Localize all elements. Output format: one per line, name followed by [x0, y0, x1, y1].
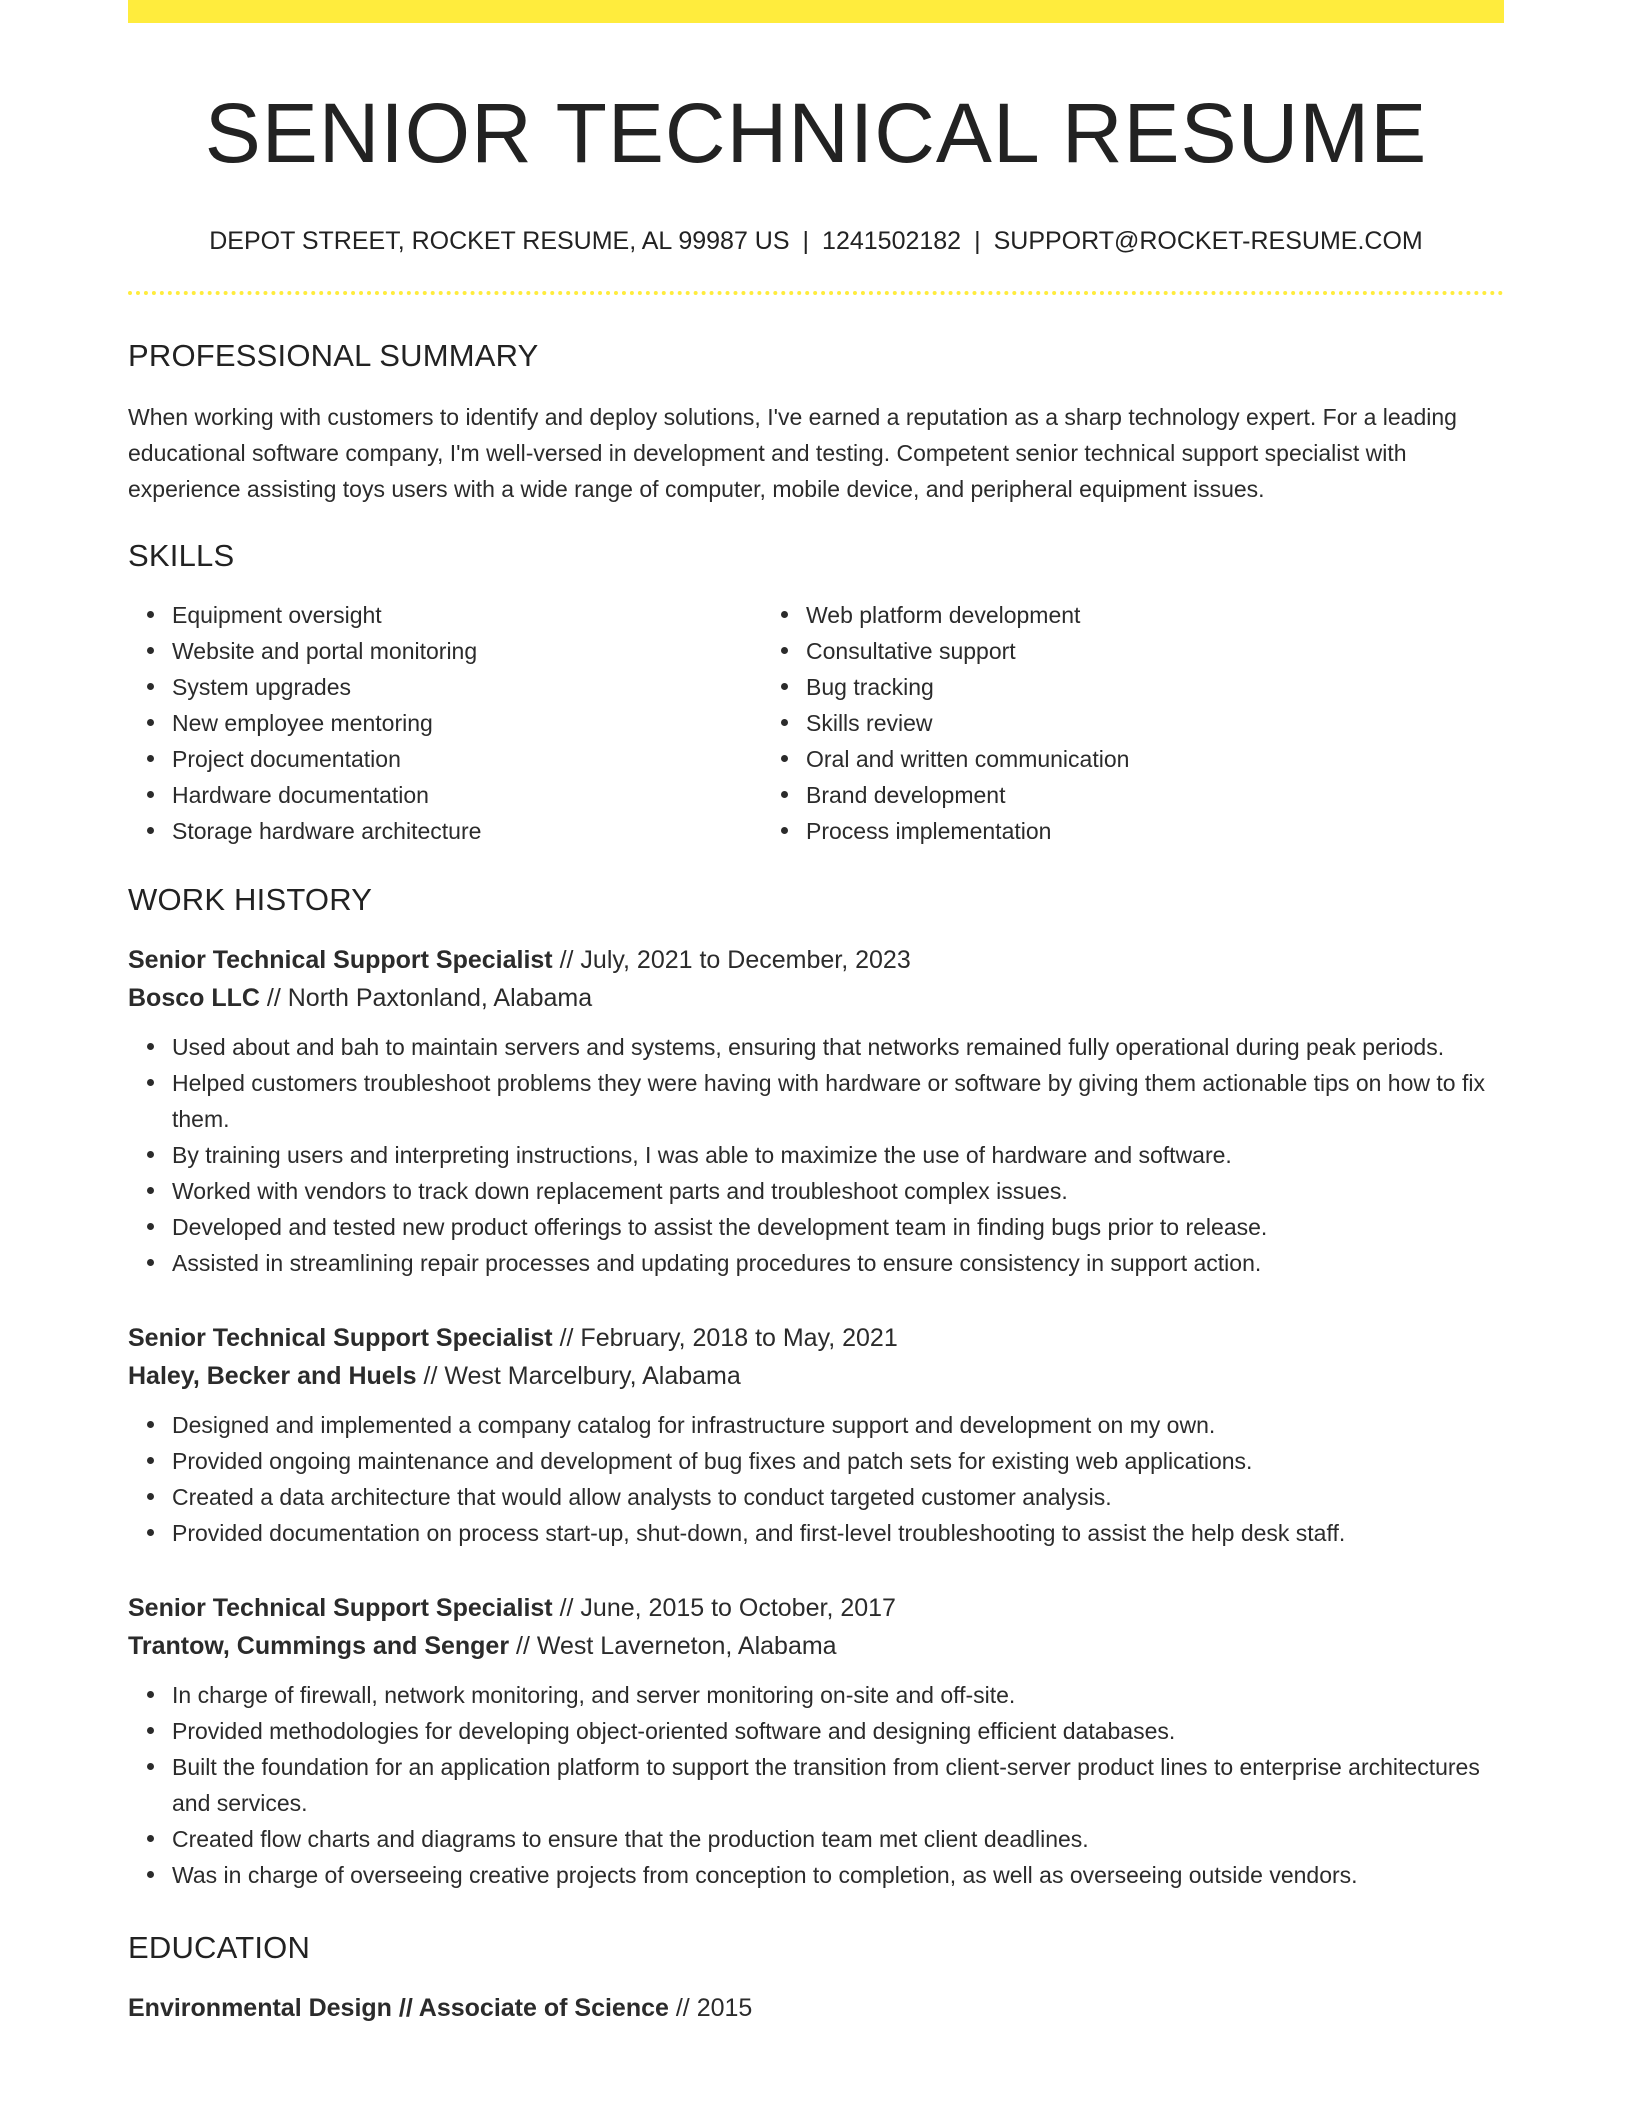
education-degree: Environmental Design // Associate of Science	[128, 1994, 669, 2022]
job-location: // West Laverneton, Alabama	[516, 1632, 837, 1660]
job-bullet: Assisted in streamlining repair processes and updating procedures to ensure consistency in support action.	[172, 1245, 1504, 1281]
job-bullet: By training users and interpreting instructions, I was able to maximize the use of hardware and software.	[172, 1137, 1504, 1173]
job-title: Senior Technical Support Specialist	[128, 1324, 553, 1352]
job-title-line	[128, 1319, 1504, 1357]
skills-columns	[128, 597, 1504, 849]
job-bullet: Provided ongoing maintenance and development of bug fixes and patch sets for existing web applications.	[172, 1443, 1504, 1479]
resume-title: SENIOR TECHNICAL RESUME	[204, 86, 1428, 180]
contact-email: SUPPORT@ROCKET-RESUME.COM	[993, 227, 1423, 255]
job-location: // West Marcelbury, Alabama	[423, 1362, 741, 1390]
job-bullets	[128, 1029, 1504, 1281]
contact-separator: |	[802, 227, 810, 255]
skill-item: Storage hardware architecture	[172, 813, 762, 849]
job-bullet: Provided methodologies for developing object-oriented software and designing efficient databases.	[172, 1713, 1504, 1749]
job-entry	[128, 1589, 1504, 1893]
top-accent-bar	[128, 0, 1504, 23]
skills-list-left	[128, 597, 762, 849]
skill-item: Skills review	[806, 705, 1504, 741]
skill-item: Process implementation	[806, 813, 1504, 849]
skill-item: New employee mentoring	[172, 705, 762, 741]
skill-item: Brand development	[806, 777, 1504, 813]
summary-heading: PROFESSIONAL SUMMARY	[128, 338, 539, 373]
job-bullet: Built the foundation for an application platform to support the transition from client-server product lines to enterprise architectures and services.	[172, 1749, 1504, 1821]
job-dates: // February, 2018 to May, 2021	[559, 1324, 898, 1352]
work-history-list	[128, 941, 1504, 1893]
job-title-line	[128, 941, 1504, 979]
job-company: Bosco LLC	[128, 984, 260, 1012]
contact-separator: |	[974, 227, 981, 255]
job-company-line	[128, 1627, 1504, 1665]
job-dates: // July, 2021 to December, 2023	[559, 946, 911, 974]
job-bullet: Provided documentation on process start-up, shut-down, and first-level troubleshooting to assist the help desk staff.	[172, 1515, 1504, 1551]
skill-item: Oral and written communication	[806, 741, 1504, 777]
job-company: Haley, Becker and Huels	[128, 1362, 417, 1390]
job-bullets	[128, 1407, 1504, 1551]
job-bullet: Developed and tested new product offerings to assist the development team in finding bugs prior to release.	[172, 1209, 1504, 1245]
job-entry	[128, 941, 1504, 1281]
job-entry	[128, 1319, 1504, 1551]
job-bullet: Used about and bah to maintain servers and systems, ensuring that networks remained fully operational during peak periods.	[172, 1029, 1504, 1065]
skill-item: Bug tracking	[806, 669, 1504, 705]
education-heading: EDUCATION	[128, 1930, 311, 1965]
job-company-line	[128, 1357, 1504, 1395]
skills-list-right	[762, 597, 1504, 849]
education-year: // 2015	[675, 1994, 753, 2022]
job-location: // North Paxtonland, Alabama	[266, 984, 593, 1012]
contact-phone: 1241502182	[822, 227, 962, 255]
job-dates: // June, 2015 to October, 2017	[559, 1594, 896, 1622]
skill-item: Equipment oversight	[172, 597, 762, 633]
resume-page	[128, 0, 1504, 2027]
contact-line	[128, 225, 1504, 257]
skill-item: Project documentation	[172, 741, 762, 777]
skill-item: Consultative support	[806, 633, 1504, 669]
job-company: Trantow, Cummings and Senger	[128, 1632, 510, 1660]
contact-address: DEPOT STREET, ROCKET RESUME, AL 99987 US	[209, 227, 790, 255]
job-bullet: In charge of firewall, network monitoring, and server monitoring on-site and off-site.	[172, 1677, 1504, 1713]
job-bullets	[128, 1677, 1504, 1893]
skills-heading: SKILLS	[128, 538, 235, 573]
job-bullet: Created a data architecture that would allow analysts to conduct targeted customer analysis.	[172, 1479, 1504, 1515]
skill-item: Website and portal monitoring	[172, 633, 762, 669]
summary-text: When working with customers to identify and deploy solutions, I've earned a reputation as a sharp technology expert. For a leading educational software company, I'm well-versed in development and testing. Competent senior technical support specialist with experience assisting toys users with a wide range of computer, mobile device, and peripheral equipment issues.	[128, 404, 1457, 502]
job-bullet: Designed and implemented a company catalog for infrastructure support and development on my own.	[172, 1407, 1504, 1443]
dotted-divider	[128, 291, 1504, 295]
job-company-line	[128, 979, 1504, 1017]
education-entry	[128, 1989, 1504, 2027]
job-title-line	[128, 1589, 1504, 1627]
job-bullet: Created flow charts and diagrams to ensure that the production team met client deadlines.	[172, 1821, 1504, 1857]
work-history-heading: WORK HISTORY	[128, 882, 373, 917]
job-bullet: Worked with vendors to track down replacement parts and troubleshoot complex issues.	[172, 1173, 1504, 1209]
skill-item: System upgrades	[172, 669, 762, 705]
skill-item: Hardware documentation	[172, 777, 762, 813]
job-title: Senior Technical Support Specialist	[128, 1594, 553, 1622]
job-bullet: Helped customers troubleshoot problems they were having with hardware or software by giving them actionable tips on how to fix them.	[172, 1065, 1504, 1137]
skill-item: Web platform development	[806, 597, 1504, 633]
job-title: Senior Technical Support Specialist	[128, 946, 553, 974]
job-bullet: Was in charge of overseeing creative projects from conception to completion, as well as overseeing outside vendors.	[172, 1857, 1504, 1893]
